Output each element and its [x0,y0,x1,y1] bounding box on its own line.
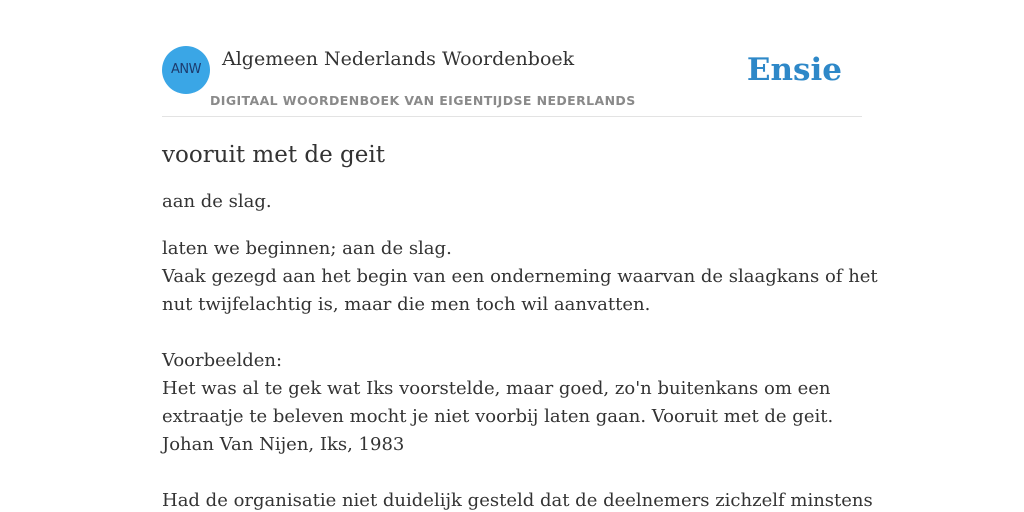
definition-line: Vaak gezegd aan het begin van een onderneming waarvan de slaagkans of het [162,266,878,287]
example-line: Had de organisatie niet duidelijk gesteld dat de deelnemers zichzelf minstens [162,490,873,511]
ensie-brand-link[interactable]: Ensie [746,52,842,88]
anw-logo[interactable]: ANW [162,46,210,94]
definition-body [162,235,878,512]
entry-title: vooruit met de geit [162,142,385,168]
entry-content [162,138,878,512]
definition-line: laten we beginnen; aan de slag. [162,238,452,259]
spacer [162,319,862,347]
example-line: Het was al te gek wat Iks voorstelde, maar goed, zo'n buitenkans om een [162,378,831,399]
example-source: Johan Van Nijen, Iks, 1983 [162,434,405,455]
examples-heading: Voorbeelden: [162,350,283,371]
definition-line: nut twijfelachtig is, maar die men toch wil aanvatten. [162,294,651,315]
site-header [162,46,862,117]
short-definition: aan de slag. [162,191,272,212]
site-subtitle: DIGITAAL WOORDENBOEK VAN EIGENTIJDSE NEDERLANDS [210,93,636,108]
site-title[interactable]: Algemeen Nederlands Woordenboek [222,48,575,70]
example-line: extraatje te beleven mocht je niet voorbij laten gaan. Vooruit met de geit. [162,406,834,427]
spacer [162,459,862,487]
